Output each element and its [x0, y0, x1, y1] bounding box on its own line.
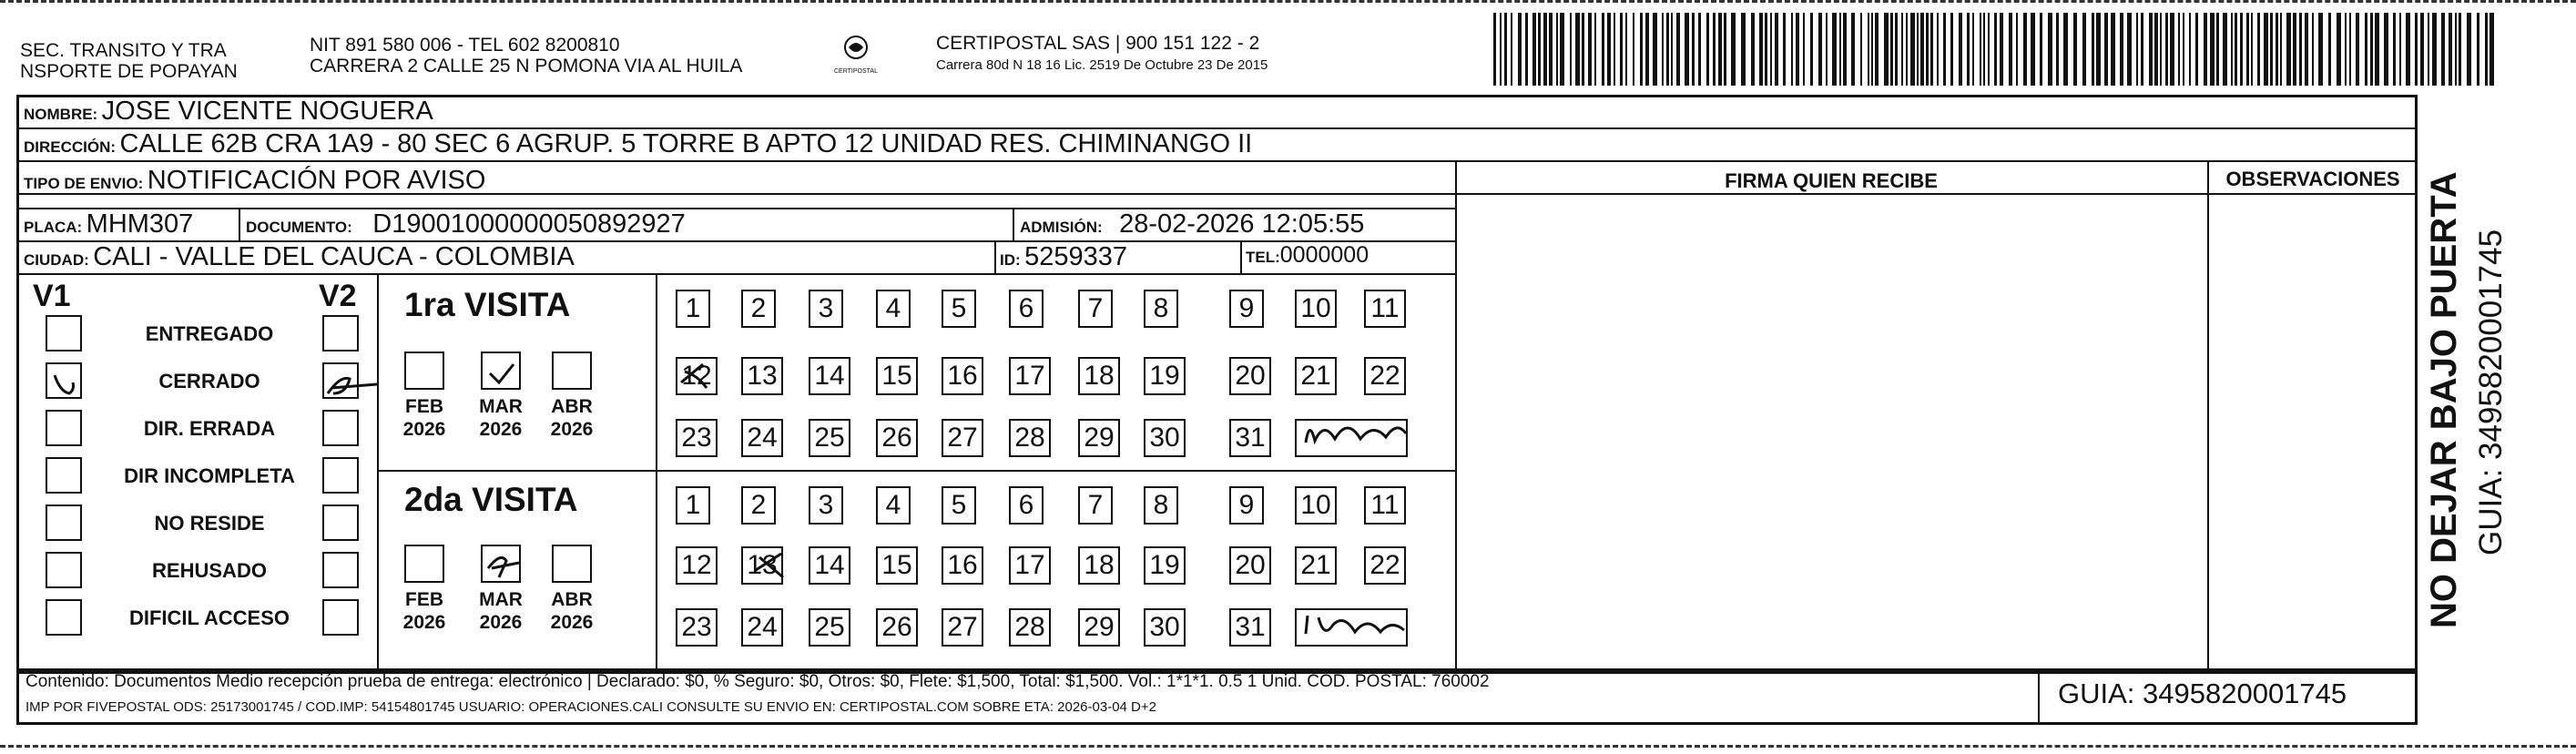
first-visit-day-14[interactable]: 14 [809, 357, 850, 395]
placa-value: MHM307 [86, 209, 194, 239]
month-year: 2026 [402, 419, 446, 440]
id-cell [1000, 242, 1127, 272]
documento-cell [246, 209, 686, 239]
placa-cell [24, 209, 193, 239]
status-label: CERRADO [158, 370, 260, 392]
month-name: ABR [551, 396, 593, 417]
observaciones-header: OBSERVACIONES [2225, 168, 2400, 190]
direccion-value: CALLE 62B CRA 1A9 - 80 SEC 6 AGRUP. 5 TORRE B APTO 12 UNIDAD RES. CHIMINANGO II [119, 129, 1253, 158]
month-label [394, 588, 454, 634]
second-visit-day-16[interactable]: 16 [942, 546, 983, 585]
bottom-cut-line [0, 745, 2576, 748]
second-visit-day-10[interactable]: 10 [1295, 486, 1337, 525]
first-visit-month-box-abr[interactable] [552, 352, 592, 390]
second-visit-day-9[interactable]: 9 [1229, 486, 1264, 525]
second-visit-day-25[interactable]: 25 [809, 608, 850, 647]
second-visit-time-scribble [1297, 606, 1415, 648]
certipostal-logo [820, 33, 892, 78]
first-visit-day-31[interactable]: 31 [1229, 419, 1271, 457]
month-year: 2026 [550, 612, 594, 633]
first-visit-day-8[interactable]: 8 [1144, 290, 1178, 328]
placa-label: PLACA: [24, 219, 83, 236]
cell-divider [1240, 240, 1242, 273]
firma-column-left-border [1455, 160, 1457, 668]
first-visit-day-19[interactable]: 19 [1144, 357, 1186, 395]
second-visit-day-21[interactable]: 21 [1295, 546, 1337, 585]
second-visit-day-28[interactable]: 28 [1009, 608, 1051, 647]
month-year: 2026 [402, 612, 446, 633]
cell-divider [994, 240, 996, 273]
month-label [394, 395, 454, 441]
first-visit-title: 1ra VISITA [404, 286, 571, 323]
second-visit-month-check-mark [483, 546, 523, 585]
second-visit-day-12[interactable]: 12 [676, 546, 718, 585]
cell-divider [1013, 208, 1014, 240]
month-name: MAR [479, 589, 523, 610]
nit-line: NIT 891 580 006 - TEL 602 8200810 [310, 35, 620, 56]
second-visit-day-23[interactable]: 23 [676, 608, 718, 647]
second-visit-day-2[interactable]: 2 [741, 486, 776, 525]
second-visit-day-15[interactable]: 15 [876, 546, 918, 585]
first-visit-day-24[interactable]: 24 [741, 419, 783, 457]
month-name: MAR [479, 396, 523, 417]
status-label: DIR INCOMPLETA [124, 464, 295, 487]
sender-line-1: SEC. TRANSITO Y TRA [20, 40, 227, 61]
v1-status-checkbox[interactable] [46, 457, 82, 494]
sender-name [20, 40, 238, 82]
second-visit-day-31[interactable]: 31 [1229, 608, 1271, 647]
first-visit-month-check-mark [483, 355, 523, 393]
footer-contenido: Contenido: Documentos Medio recepción prueba de entrega: electrónico | Declarado: $0, % Seguro: $0, Otros: $0, Flete: $1,500, Total: $1,500. Vol.: 1*1*1. 0.5 1 Unid. COD. POSTAL: 760002 [25, 672, 1490, 691]
logo-text: CERTIPOSTAL [834, 68, 878, 75]
second-visit-month-box-feb[interactable] [404, 545, 444, 583]
first-visit-day-12[interactable]: 12 [676, 357, 718, 395]
second-visit-day-5[interactable]: 5 [942, 486, 976, 525]
footer-divider [2038, 668, 2040, 725]
ciudad-label: CIUDAD: [24, 251, 89, 269]
direccion-label: DIRECCIÓN: [24, 138, 117, 156]
first-visit-day-3[interactable]: 3 [809, 290, 843, 328]
license-line: Carrera 80d N 18 16 Lic. 2519 De Octubre 23 De 2015 [936, 57, 1268, 73]
nombre-value: JOSE VICENTE NOGUERA [101, 97, 433, 126]
first-visit-time-scribble [1297, 412, 1415, 453]
first-visit-day-5[interactable]: 5 [942, 290, 976, 328]
second-visit-day-6[interactable]: 6 [1009, 486, 1044, 525]
status-label: DIFICIL ACCESO [128, 606, 290, 629]
first-visit-day-11[interactable]: 11 [1364, 290, 1406, 328]
month-year: 2026 [479, 419, 523, 440]
second-visit-day-24[interactable]: 24 [741, 608, 783, 647]
second-visit-day-17[interactable]: 17 [1009, 546, 1051, 585]
v1-status-checkbox[interactable] [46, 504, 82, 541]
first-visit-day-10[interactable]: 10 [1295, 290, 1337, 328]
v2-label: V2 [319, 279, 357, 313]
footer-guia: GUIA: 3495820001745 [2058, 678, 2347, 709]
first-visit-day-29[interactable]: 29 [1078, 419, 1120, 457]
sender-line-2: NSPORTE DE POPAYAN [20, 61, 238, 82]
status-label: ENTREGADO [145, 322, 274, 345]
first-visit-day-1[interactable]: 1 [676, 290, 710, 328]
month-label [542, 588, 602, 634]
first-visit-day-26[interactable]: 26 [876, 419, 918, 457]
status-label: NO RESIDE [154, 512, 265, 535]
second-visit-day-30[interactable]: 30 [1144, 608, 1186, 647]
first-visit-day-4[interactable]: 4 [876, 290, 911, 328]
v1-label: V1 [33, 279, 71, 313]
second-visit-day-13[interactable]: 13 [741, 546, 783, 585]
row-line [16, 160, 1455, 162]
tipo-row [24, 166, 485, 196]
second-visit-day-19[interactable]: 19 [1144, 546, 1186, 585]
first-visit-day-25[interactable]: 25 [809, 419, 850, 457]
observaciones-column-left-border [2207, 160, 2209, 668]
v2-status-checkbox[interactable] [322, 315, 359, 352]
second-visit-day-27[interactable]: 27 [942, 608, 983, 647]
second-visit-title: 2da VISITA [404, 481, 578, 518]
side-guia: GUIA: 3495820001745 [2473, 229, 2509, 555]
status-label: REHUSADO [152, 559, 267, 582]
admision-label: ADMISIÓN: [1020, 219, 1103, 236]
second-visit-day-20[interactable]: 20 [1229, 546, 1271, 585]
cell-divider [239, 208, 240, 240]
v2-status-checkbox[interactable] [322, 457, 359, 494]
v1-status-checkbox[interactable] [46, 315, 82, 352]
first-visit-day-27[interactable]: 27 [942, 419, 983, 457]
second-visit-day-24-mark [752, 546, 789, 583]
first-visit-day-6[interactable]: 6 [1009, 290, 1044, 328]
first-visit-day-7[interactable]: 7 [1078, 290, 1113, 328]
v1-status-checkbox[interactable] [46, 552, 82, 588]
tipo-value: NOTIFICACIÓN POR AVISO [147, 166, 486, 195]
month-name: FEB [405, 589, 443, 610]
month-label [542, 395, 602, 441]
second-visit-day-4[interactable]: 4 [876, 486, 911, 525]
admision-value: 28-02-2026 12:05:55 [1119, 209, 1365, 239]
tipo-label: TIPO DE ENVIO: [24, 175, 144, 192]
status-label: DIR. ERRADA [143, 417, 276, 440]
tel-value: 0000000 [1279, 242, 1369, 268]
v1-status-checkbox[interactable] [46, 410, 82, 446]
first-visit-day-30[interactable]: 30 [1144, 419, 1186, 457]
second-visit-day-29[interactable]: 29 [1078, 608, 1120, 647]
id-label: ID: [1000, 251, 1021, 269]
documento-label: DOCUMENTO: [246, 219, 352, 236]
no-dejar-bajo-puerta: NO DEJAR BAJO PUERTA [2424, 171, 2464, 628]
first-visit-day-15[interactable]: 15 [876, 357, 918, 395]
second-visit-day-1[interactable]: 1 [676, 486, 710, 525]
v2-status-checkbox[interactable] [322, 552, 359, 588]
first-visit-day-20[interactable]: 20 [1229, 357, 1271, 395]
second-visit-day-14[interactable]: 14 [809, 546, 850, 585]
second-visit-day-22[interactable]: 22 [1364, 546, 1406, 585]
first-visit-day-23[interactable]: 23 [676, 419, 718, 457]
row-line [16, 273, 1455, 275]
month-name: FEB [405, 396, 443, 417]
second-visit-day-18[interactable]: 18 [1078, 546, 1120, 585]
v2-status-checkbox[interactable] [322, 410, 359, 446]
month-label [471, 395, 531, 441]
v1-status-checkbox[interactable] [46, 599, 82, 636]
visit-divider [377, 470, 1455, 472]
sender-contact [310, 35, 742, 76]
second-visit-day-26[interactable]: 26 [876, 608, 918, 647]
month-label [471, 588, 531, 634]
first-visit-day-28[interactable]: 28 [1009, 419, 1051, 457]
tel-label: TEL: [1246, 249, 1280, 266]
id-value: 5259337 [1024, 242, 1128, 271]
ciudad-cell [24, 242, 575, 272]
company-line: CERTIPOSTAL SAS | 900 151 122 - 2 [936, 33, 1260, 54]
tel-cell [1246, 242, 1369, 269]
direccion-row [24, 129, 1252, 159]
footer-imp: IMP POR FIVEPOSTAL ODS: 25173001745 / COD.IMP: 54154801745 USUARIO: OPERACIONES.CALI CONSULTE SU ENVIO EN: CERTIPOSTAL.COM SOBRE ETA: 2026-03-04 D+2 [25, 699, 1156, 715]
firma-header: FIRMA QUIEN RECIBE [1725, 169, 1938, 192]
address-line: CARRERA 2 CALLE 25 N POMONA VIA AL HUILA [310, 56, 743, 76]
first-visit-day-18[interactable]: 18 [1078, 357, 1120, 395]
month-name: ABR [551, 589, 593, 610]
v2-cerrado-check-mark [322, 366, 386, 402]
second-visit-day-7[interactable]: 7 [1078, 486, 1113, 525]
month-year: 2026 [550, 419, 594, 440]
nombre-row [24, 97, 433, 127]
nombre-label: NOMBRE: [24, 106, 98, 123]
v2-status-checkbox[interactable] [322, 599, 359, 636]
first-visit-day-21[interactable]: 21 [1295, 357, 1337, 395]
first-visit-day-13[interactable]: 13 [741, 357, 783, 395]
v1-cerrado-check-mark [47, 366, 84, 402]
first-visit-day-12-mark [676, 357, 712, 393]
first-visit-day-9[interactable]: 9 [1229, 290, 1264, 328]
first-visit-day-22[interactable]: 22 [1364, 357, 1406, 395]
month-year: 2026 [479, 612, 523, 633]
ciudad-value: CALI - VALLE DEL CAUCA - COLOMBIA [93, 242, 575, 271]
second-visit-month-box-abr[interactable] [552, 545, 592, 583]
second-visit-day-3[interactable]: 3 [809, 486, 843, 525]
top-cut-line [0, 0, 2576, 3]
first-visit-day-16[interactable]: 16 [942, 357, 983, 395]
company-info [936, 33, 1268, 75]
column-header-top [1455, 160, 2418, 162]
documento-value: D19001000000050892927 [372, 209, 686, 239]
second-visit-day-11[interactable]: 11 [1364, 486, 1406, 525]
first-visit-month-box-feb[interactable] [404, 352, 444, 390]
first-visit-day-2[interactable]: 2 [741, 290, 776, 328]
admision-cell [1020, 209, 1364, 239]
barcode [1493, 13, 2500, 86]
v2-status-checkbox[interactable] [322, 504, 359, 541]
second-visit-day-8[interactable]: 8 [1144, 486, 1178, 525]
first-visit-day-17[interactable]: 17 [1009, 357, 1051, 395]
